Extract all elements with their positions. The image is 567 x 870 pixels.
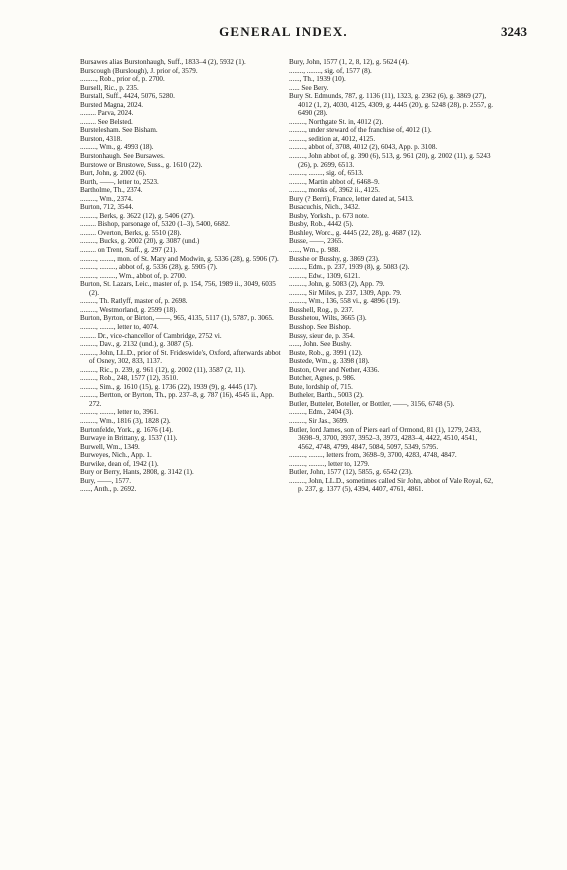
index-entry: ......... on Trent, Staff., g. 297 (21). [80, 246, 178, 255]
page-number: 3243 [501, 24, 527, 39]
index-entry: Burstall, Suff., 4424, 5076, 5280. [80, 92, 175, 101]
index-entry: ......... Parva, 2024. [80, 109, 134, 118]
index-entry: ........., Dav., g. 2132 (und.), g. 3087 (5). [80, 340, 194, 349]
page-title: GENERAL INDEX. [219, 24, 348, 39]
index-entry: Busby, Yorksh., p. 673 note. [289, 211, 369, 220]
index-entry: ......, Wm., p. 988. [289, 246, 341, 255]
index-entry: ........., Wm., 1816 (3), 1828 (2). [80, 416, 171, 425]
index-entry: ........., Westmorland, g. 2599 (18). [80, 305, 178, 314]
index-entry: ......, Anth., p. 2692. [80, 485, 137, 494]
index-entry: Bute, lordship of, 715. [289, 382, 353, 391]
index-entry: Bushley, Worc., g. 4445 (22, 28), g. 4687 (12). [289, 228, 422, 237]
index-entry: ........., Edm., 2404 (3). [289, 408, 354, 417]
index-entry: Burt, John, g. 2002 (6). [80, 169, 147, 178]
index-entry: ........., Wm., g. 4993 (18). [80, 143, 154, 152]
index-entry: Buste, Rob., g. 3991 (12). [289, 348, 363, 357]
index-entry: Burton, Byrton, or Birton, ——, 965, 4135, 5117 (1), 5787, p. 3065. [80, 314, 274, 323]
index-entry: ........., Sir Jas., 3699. [289, 416, 349, 425]
index-entry: ........., John, LL.D., sometimes called Sir John, abbot of Vale Royal, 62, p. 237, g. 1377 (5), 4394, 4407, 4761, 4861. [289, 476, 493, 494]
index-entry: ........., Sir Miles, p. 237, 1309, App. 79. [289, 288, 402, 297]
index-entry: ......, John. See Bushy. [289, 340, 352, 349]
index-entry: ........., John, LL.D., prior of St. Frideswide's, Oxford, afterwards abbot of Osney, 302, 833, 1137. [80, 348, 281, 366]
index-entry: ......, Th., 1939 (10). [289, 75, 346, 84]
index-entry: ...... See Bery. [289, 83, 329, 92]
index-entry: Busshe or Busshy, g. 3869 (23). [289, 254, 380, 263]
index-entry: Bustede, Wm., g. 3398 (18). [289, 357, 370, 366]
index-entry: ........., Martin abbot of, 6468–9. [289, 177, 380, 186]
index-entry: Butcher, Agnes, p. 986. [289, 374, 356, 383]
index-entry: ......... See Belsted. [80, 117, 133, 126]
index-entry: Butler, John, 1577 (12), 5855, g. 6542 (23). [289, 468, 413, 477]
index-entry: Butler, lord James, son of Piers earl of Ormond, 81 (1), 1279, 2433, 3698–9, 3700, 3937, 3952–3, 3973, 4283–4, 4422, 4510, 4541, 4562, 4748, 4799, 4847, 5084, 5097, 5349, 5795. [289, 425, 482, 451]
index-entry: Busacuchis, Nich., 3432. [289, 203, 360, 212]
index-entry: ........., Bucks, g. 2002 (20), g. 3087 (und.) [80, 237, 200, 246]
index-entry: Bury, ——, 1577. [80, 476, 131, 485]
index-entry: Busse, ——, 2365. [289, 237, 344, 246]
index-entry: ........., ........., abbot of, g. 5336 (28), g. 5905 (7). [80, 263, 218, 272]
index-entry: ........., ........, letter to, 4074. [80, 322, 159, 331]
index-entry: ........., John abbot of, g. 390 (6), 513, g. 961 (20), g. 2002 (11), g. 5243 (26), p. 2699, 6513. [289, 152, 491, 169]
index-entry: Bussy, sieur de, p. 354. [289, 331, 355, 340]
index-entry: ........., Wm., 136, 558 vi., g. 4896 (19). [289, 297, 400, 306]
index-entry: ........., sedition at, 4012, 4125. [289, 134, 376, 143]
index-entry: Bursawes alias Burstonhaugh, Suff., 1833–4 (2), 5932 (1). [80, 58, 246, 66]
index-entry: ........., ........, letters from, 3698–9, 3700, 4283, 4748, 4847. [289, 451, 457, 460]
index-entry: Bursted Magna, 2024. [80, 100, 144, 109]
index-column-right [289, 58, 494, 494]
index-entry: Bursell, Ric., p. 235. [80, 83, 139, 92]
index-entry: Butler, Butteler, Boteller, or Bottler, ——, 3156, 6748 (5). [289, 399, 455, 408]
index-entry: ........., ........., letter to, 1279. [289, 459, 370, 468]
index-entry: ........., Sim., g. 1610 (15), g. 1736 (22), 1939 (9), g. 4445 (17). [80, 382, 258, 391]
index-entry: ......... Bishop, parsonage of, 5320 (1–3), 5400, 6682. [80, 220, 230, 229]
index-entry: ........., ........, sig. of, 6513. [289, 169, 364, 178]
index-entry: ........., Northgate St. in, 4012 (2). [289, 117, 384, 126]
index-entry: ........., Wm., 2374. [80, 194, 133, 203]
index-entry: Busshell, Rog., p. 237. [289, 305, 354, 314]
index-entry: Busshop. See Bishop. [289, 322, 351, 331]
index-entry: ........., Rob., 248, 1577 (12), 3510. [80, 374, 179, 383]
index-entry: Burston, 4318. [80, 134, 122, 143]
index-entry: ........., Ric., p. 239, g. 961 (12), g. 2002 (11), 3587 (2, 11). [80, 365, 246, 374]
index-entry: ........., under steward of the franchise of, 4012 (1). [289, 126, 432, 135]
index-entry: ........., Berks, g. 3622 (12), g. 5406 (27). [80, 211, 195, 220]
index-entry: Burscough (Burslough), J. prior of, 3579. [80, 66, 198, 75]
index-entry: ........., ........, letter to, 3961. [80, 408, 159, 417]
index-entry: Burth, ——, letter to, 2523. [80, 177, 159, 186]
index-entry: Burtonfelde, York., g. 1676 (14). [80, 425, 174, 434]
index-entry: Burstonhaugh. See Bursawes. [80, 152, 165, 161]
index-entry: Burton, 712, 3544. [80, 203, 134, 212]
index-entry: ........., abbot of, 3708, 4012 (2), 6043, App. p. 3108. [289, 143, 438, 152]
index-entry: Bartholme, Th., 2374. [80, 186, 143, 195]
index-entry: Burwaye in Brittany, g. 1537 (11). [80, 434, 178, 443]
index-entry: Bury, John, 1577 (1, 2, 8, 12), g. 5624 (4). [289, 58, 409, 66]
index-entry: Bury St. Edmunds, 787, g. 1136 (11), 1323, g. 2362 (6), g. 3869 (27), 4012 (1, 2), 4030, 4125, 4309, g. 4445 (20), g. 5248 (28), p. 2557, g. 6490 (28). [289, 92, 494, 118]
index-entry: Buston, Over and Nether, 4336. [289, 365, 380, 374]
index-entry: ........, ........, sig. of, 1577 (8). [289, 66, 372, 75]
index-entry: ........., Rob., prior of, p. 2700. [80, 75, 165, 84]
index-entry: Burweyes, Nich., App. 1. [80, 451, 152, 460]
index-entry: ......... Overton, Berks, g. 5510 (28). [80, 228, 182, 237]
index-entry: ........., ........, mon. of St. Mary and Modwin, g. 5336 (28), g. 5906 (7). [80, 254, 279, 263]
index-entry: ........., monks of, 3962 ii., 4125. [289, 186, 380, 195]
index-entry: Busby, Rob., 4442 (5). [289, 220, 354, 229]
index-entry: Bury or Berry, Hants, 2808, g. 3142 (1). [80, 468, 194, 477]
index-entry: ......... Dr., vice-chancellor of Cambridge, 2752 vi. [80, 331, 222, 340]
index-entry: Burstelesham. See Bisham. [80, 126, 158, 135]
index-entry: Bury (? Berri), France, letter dated at, 5413. [289, 194, 414, 203]
index-entry: Busshetou, Wilts, 3665 (3). [289, 314, 367, 323]
index-entry: ........., Th. Ratlyff, master of, p. 2698. [80, 297, 188, 306]
index-entry: Burstowe or Brustowe, Suss., g. 1610 (22). [80, 160, 203, 169]
index-column-left [80, 58, 285, 494]
index-entry: Burwike, dean of, 1942 (1). [80, 459, 159, 468]
index-entry: Burwell, Wm., 1349. [80, 442, 140, 451]
page-header [0, 24, 567, 44]
index-entry: ........., Bertton, or Byrton, Th., pp. 237–8, g. 787 (16), 4545 ii., App. 272. [80, 391, 274, 408]
index-entry: ........., Edw., 1309, 6121. [289, 271, 361, 280]
index-entry: ........., John, g. 5083 (2), App. 79. [289, 280, 385, 289]
index-entry: ........., ........., Wm., abbot of, p. 2700. [80, 271, 187, 280]
index-entry: Butheler, Barth., 5003 (2). [289, 391, 364, 400]
index-entry: Burton, St. Lazars, Leic., master of, p. 154, 756, 1989 ii., 3049, 6035 (2). [80, 280, 276, 297]
index-entry: ........., Edm., p. 237, 1939 (8), g. 5083 (2). [289, 263, 410, 272]
